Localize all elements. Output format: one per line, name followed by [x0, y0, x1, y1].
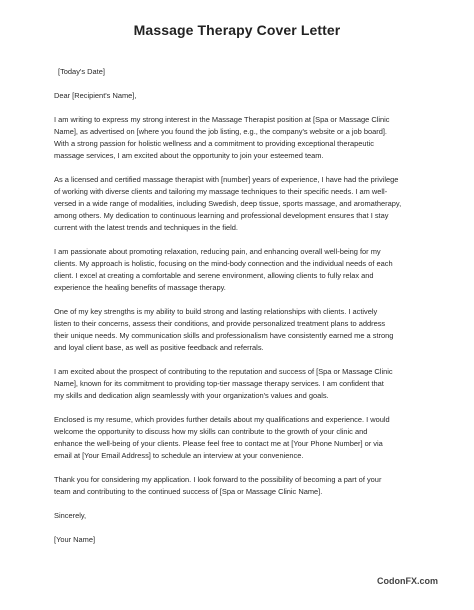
- letter-body: [54, 66, 426, 546]
- paragraph-line: One of my key strengths is my ability to build strong and lasting relationships with clients. I actively: [54, 306, 378, 316]
- paragraph-line: Name], known for its commitment to providing top-tier massage therapy services. I am confident that: [54, 379, 384, 388]
- paragraph-line: their unique needs. My communication skills and professionalism have consistently earned me a strong: [54, 331, 394, 341]
- paragraph-line: enhance the well-being of your clients. Please feel free to contact me at [Your Phone Number] or via: [54, 439, 383, 449]
- paragraph-7: [54, 474, 426, 498]
- paragraph-6: [54, 414, 426, 462]
- paragraph-line: my skills and dedication align seamlessly with your organization's values and goals.: [54, 391, 329, 401]
- paragraph-line: Name], as advertised on [where you found the job listing, e.g., the company's website or a job board].: [54, 126, 387, 136]
- document-title: Massage Therapy Cover Letter: [133, 22, 341, 38]
- paragraph-line: email at [Your Email Address] to schedule an interview at your convenience.: [54, 451, 304, 461]
- paragraph-line: versed in a wide range of modalities, including Swedish, deep tissue, sports massage, and aromatherapy,: [54, 198, 402, 208]
- letter-greeting: Dear [Recipient's Name],: [54, 90, 137, 100]
- letter-closing: Sincerely,: [54, 510, 87, 520]
- paragraph-line: massage services, I am excited about the opportunity to join your esteemed team.: [54, 150, 324, 160]
- paragraph-line: current with the latest trends and techniques in the field.: [54, 223, 238, 232]
- paragraph-line: welcome the opportunity to discuss how my skills can contribute to the growth of your clinic and: [54, 426, 368, 436]
- letter-date: [Today's Date]: [58, 67, 105, 76]
- paragraph-line: Enclosed is my resume, which provides further details about my qualifications and experience. I would: [54, 414, 390, 424]
- paragraph-line: of working with diverse clients and tailoring my massage techniques to their specific needs. I am well-: [54, 186, 388, 196]
- paragraph-line: I am writing to express my strong interest in the Massage Therapist position at [Spa or Massage Clinic: [54, 114, 390, 124]
- paragraph-line: team and contributing to the continued success of [Spa or Massage Clinic Name].: [54, 487, 323, 497]
- paragraph-line: client. I excel at creating a comfortable and serene environment, allowing clients to fully relax and: [54, 270, 374, 280]
- paragraph-line: listen to their concerns, assess their conditions, and provide personalized treatment plans to address: [54, 318, 386, 328]
- paragraph-1: [54, 114, 426, 162]
- paragraph-line: I am passionate about promoting relaxation, reducing pain, and enhancing overall well-being for my: [54, 246, 381, 256]
- paragraph-line: clients. My approach is holistic, focusing on the mind-body connection and the individual needs of each: [54, 258, 393, 268]
- paragraph-line: As a licensed and certified massage therapist with [number] years of experience, I have had the privilege: [54, 174, 399, 184]
- paragraph-line: and loyal client base, as well as positive feedback and referrals.: [54, 343, 264, 353]
- paragraph-4: [54, 306, 426, 354]
- footer-watermark: CodonFX.com: [377, 576, 438, 586]
- paragraph-3: [54, 246, 426, 294]
- paragraph-5: [54, 366, 426, 402]
- paragraph-line: I am excited about the prospect of contributing to the reputation and success of [Spa or Massage Clinic: [54, 366, 393, 376]
- paragraph-line: With a strong passion for holistic wellness and a commitment to providing exceptional therapeutic: [54, 138, 374, 148]
- paragraph-2: [54, 174, 426, 234]
- paragraph-line: among others. My dedication to continuous learning and professional development ensures that I stay: [54, 210, 389, 220]
- letter-signature: [Your Name]: [54, 534, 96, 544]
- paragraph-line: Thank you for considering my application. I look forward to the possibility of becoming a part of your: [54, 474, 382, 484]
- paragraph-line: experience the healing benefits of massage therapy.: [54, 283, 226, 293]
